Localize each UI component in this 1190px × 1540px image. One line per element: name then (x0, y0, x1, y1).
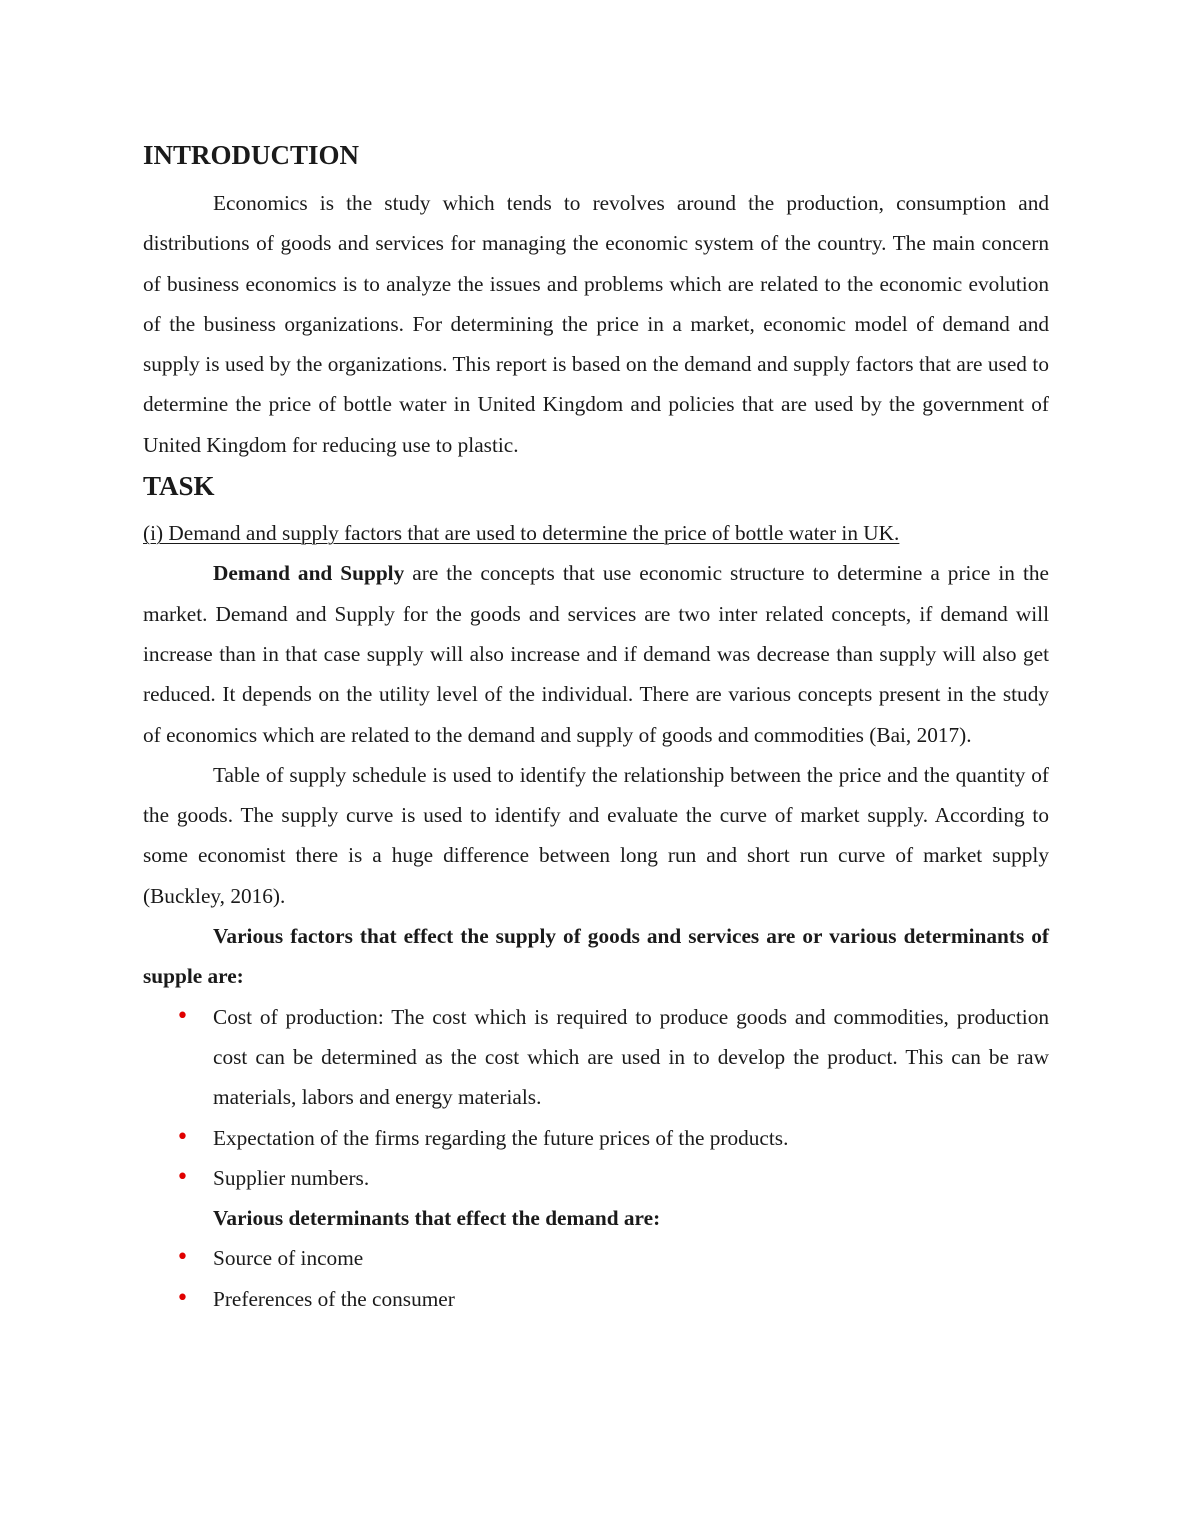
document-page (143, 138, 1049, 1319)
bullet-icon: • (176, 1285, 189, 1311)
task-subheading (143, 513, 1049, 553)
demand-supply-bold-term: Demand and Supply (213, 561, 405, 586)
bullet-icon: • (176, 1245, 189, 1271)
list-item-text: Cost of production: The cost which is required to produce goods and commodities, production cost can be determined as the cost which are used in to develop the product. This can be raw materials, labors and energy materials. (213, 1004, 1049, 1110)
list-item (143, 1118, 1049, 1158)
task-heading: TASK (143, 471, 215, 502)
introduction-heading: INTRODUCTION (143, 140, 360, 170)
list-item (143, 997, 1049, 1118)
list-item (143, 1158, 1049, 1198)
list-item (143, 1238, 1049, 1278)
supply-factors-heading (143, 916, 1049, 997)
list-item-text: Preferences of the consumer (213, 1286, 455, 1311)
list-item-text: Expectation of the firms regarding the future prices of the products. (213, 1125, 789, 1150)
bullet-icon: • (176, 1124, 189, 1150)
supply-factors-list (143, 997, 1049, 1198)
list-item (143, 1279, 1049, 1319)
list-item-text: Supplier numbers. (213, 1165, 370, 1190)
task-subheading-text: (i) Demand and supply factors that are used to determine the price of bottle water in UK. (143, 521, 900, 546)
list-item-text: Source of income (213, 1246, 364, 1271)
introduction-paragraph: Economics is the study which tends to revolves around the production, consumption and distributions of goods and services for managing the economic system of the country. The main concern of business economics is to analyze the issues and problems which are related to the economic evolution of the business organizations. For determining the price in a market, economic model of demand and supply is used by the organizations. This report is based on the demand and supply factors that are used to determine the price of bottle water in United Kingdom and policies that are used by the government of United Kingdom for reducing use to plastic. (143, 191, 1049, 457)
bullet-icon: • (176, 1164, 189, 1190)
demand-supply-paragraph-text: are the concepts that use economic structure to determine a price in the market. Demand and Supply for the goods and services are two inter related concepts, if demand will increase than in that case supply will also increase and if demand was decrease than supply will also get reduced. It depends on the utility level of the individual. There are various concepts present in the study of economics which are related to the demand and supply of goods and commodities (Bai, 2017). (143, 561, 1050, 747)
bullet-icon: • (176, 1003, 189, 1029)
demand-determinants-list (143, 1238, 1049, 1319)
demand-determinants-heading: Various determinants that effect the demand are: (213, 1206, 661, 1231)
supply-schedule-paragraph: Table of supply schedule is used to identify the relationship between the price and the quantity of the goods. The supply curve is used to identify and evaluate the curve of market supply. According to some economist there is a huge difference between long run and short run curve of market supply (Buckley, 2016). (143, 762, 1049, 908)
supply-factors-heading-text: Various factors that effect the supply of goods and services are or various determinants of supple are: (143, 924, 1049, 989)
demand-supply-paragraph (143, 553, 1049, 754)
